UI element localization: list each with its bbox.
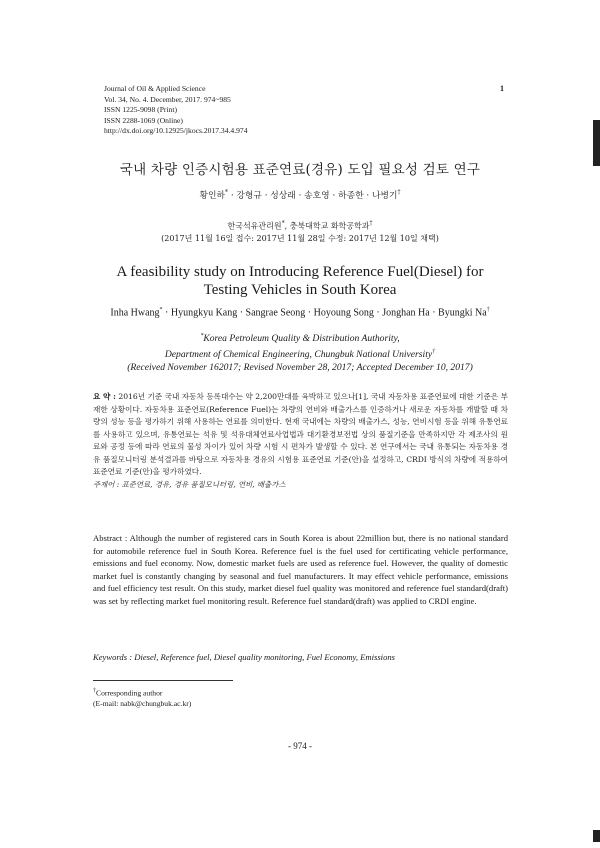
author-mark: * (225, 189, 229, 197)
korean-abstract-label: 요 약 : (93, 392, 116, 401)
korean-keywords-label: 주제어 : (93, 480, 120, 489)
edge-mark-top (593, 120, 600, 166)
korean-affiliation-line (80, 218, 520, 233)
english-abstract-text: Although the number of registered cars in South Korea is about 22million but, there is no national standard for automobile reference fuel in South Korea. Reference fuel is the fuel used for certificating vehicle performance, emissions and fuel economy. Now, domestic market fuels are used as reference fuel. However, the quality of domestic market fuel is constantly changing by seasonal and fuel manufacturers. It may effect vehicle performance, emissions and fuel efficiency test result. On this study, market diesel fuel quality was monitored and reference fuel standard(draft) was set by reflecting market fuel monitoring result. Reference fuel standard(draft) was applied to CRDI engine. (93, 533, 508, 606)
page-number: 1 (500, 84, 504, 93)
korean-author-first: 황인하 (199, 191, 226, 201)
english-title (80, 263, 520, 299)
korean-affiliation (80, 218, 520, 245)
edge-mark-bottom (593, 830, 600, 842)
english-affiliation-line1 (80, 330, 520, 346)
english-keywords-text: Diesel, Reference fuel, Diesel quality monitoring, Fuel Economy, Emissions (134, 652, 396, 662)
english-title-line1: A feasibility study on Introducing Reference Fuel(Diesel) for (116, 264, 484, 280)
english-keywords-label: Keywords : (93, 652, 133, 662)
english-authors-rest: · Hyungkyu Kang · Sangrae Seong · Hoyoung Song · Jonghan Ha · Byungki Na (165, 307, 487, 319)
english-dates: (Received November 162017; Revised November 28, 2017; Accepted December 10, 2017) (127, 361, 473, 373)
english-aff-2: Department of Chemical Engineering, Chungbuk National University (164, 348, 433, 360)
english-author-first: Inha Hwang (110, 307, 160, 319)
footnote (93, 686, 191, 710)
footnote-email[interactable]: (E-mail: nabk@chungbuk.ac.kr) (93, 699, 192, 709)
english-abstract (93, 532, 508, 608)
affiliation-mark: * (281, 220, 285, 227)
english-aff-mark-2: † (432, 348, 436, 355)
korean-abstract (93, 391, 508, 479)
issn-online: ISSN 2288-1069 (Online) (104, 115, 183, 125)
english-corresponding-mark: † (486, 307, 490, 313)
english-keywords (93, 651, 508, 664)
english-abstract-label: Abstract : (93, 533, 128, 543)
korean-affiliation-1: 한국석유관리원 (227, 221, 282, 231)
korean-keywords (93, 479, 508, 492)
korean-abstract-text: 2016년 기준 국내 자동차 등록대수는 약 2,200만대를 육박하고 있으나[1], 국내 자동차용 표준연료에 대한 기준은 부재한 상황이다. 자동차용 표준연료(Reference Fuel)는 차량의 연비와 배출가스를 인증하거나 새로운 자동차를 개발할 때 차량의 성능 등을 평가하기 위해 사용하는 연료를 의미한다. 현재 국내에는 차량의 배출가스, 성능, 연비시험 등을 위해 유통연료를 사용하고 있으며, 유통연료는 석유 및 석유대체연료사업법과 대기환경보전법 상의 품질기준을 만족하지만 각 제조사의 원료와 공정 등에 따라 연료의 물성 차이가 있어 차량 시험 시 편차가 발생할 수 있다. 본 연구에서는 국내 유통되는 자동차용 경유 품질모니터링 분석결과를 바탕으로 자동차용 경유의 시험용 표준연료 기준(안)을 설정하고, CRDI 방식의 차량에 적용하여 표준연료 기준(안)을 평가하였다. (93, 392, 508, 476)
footnote-author: Corresponding author (96, 688, 163, 698)
english-author-mark: * (159, 307, 163, 313)
doi-link[interactable]: http://dx.doi.org/10.12925/jkocs.2017.34.4.974 (104, 126, 248, 136)
korean-dates: (2017년 11월 16일 접수: 2017년 11월 28일 수정: 2017년 12월 10일 채택) (161, 233, 439, 243)
english-aff-mark: * (200, 333, 204, 339)
footnote-line1 (93, 686, 191, 699)
english-affiliation (80, 330, 520, 374)
volume-info: Vol. 34, No. 4. December, 2017. 974~985 (104, 94, 231, 104)
footnote-mark: † (93, 688, 96, 694)
english-title-line2: Testing Vehicles in South Korea (203, 282, 397, 298)
corresponding-mark: † (397, 189, 401, 197)
korean-authors (80, 188, 520, 201)
english-authors (80, 307, 520, 318)
affiliation-mark-2: † (369, 220, 373, 227)
footnote-divider (93, 680, 233, 681)
korean-authors-rest: · 강형규 · 성상래 · 송호영 · 하종한 · 나병기 (230, 191, 398, 201)
journal-header (104, 84, 248, 137)
journal-name: Journal of Oil & Applied Science (104, 84, 206, 93)
korean-keywords-text: 표준연료, 경유, 경유 품질모니터링, 연비, 배출가스 (121, 480, 286, 489)
korean-title: 국내 차량 인증시험용 표준연료(경유) 도입 필요성 검토 연구 (119, 162, 481, 178)
issn-print: ISSN 1225-9098 (Print) (104, 105, 177, 115)
korean-affiliation-2: , 충북대학교 화학공학과 (284, 221, 370, 231)
english-aff-1: Korea Petroleum Quality & Distribution Authority, (203, 333, 400, 345)
english-affiliation-line2 (80, 346, 520, 362)
page-footer: - 974 - (288, 741, 312, 751)
